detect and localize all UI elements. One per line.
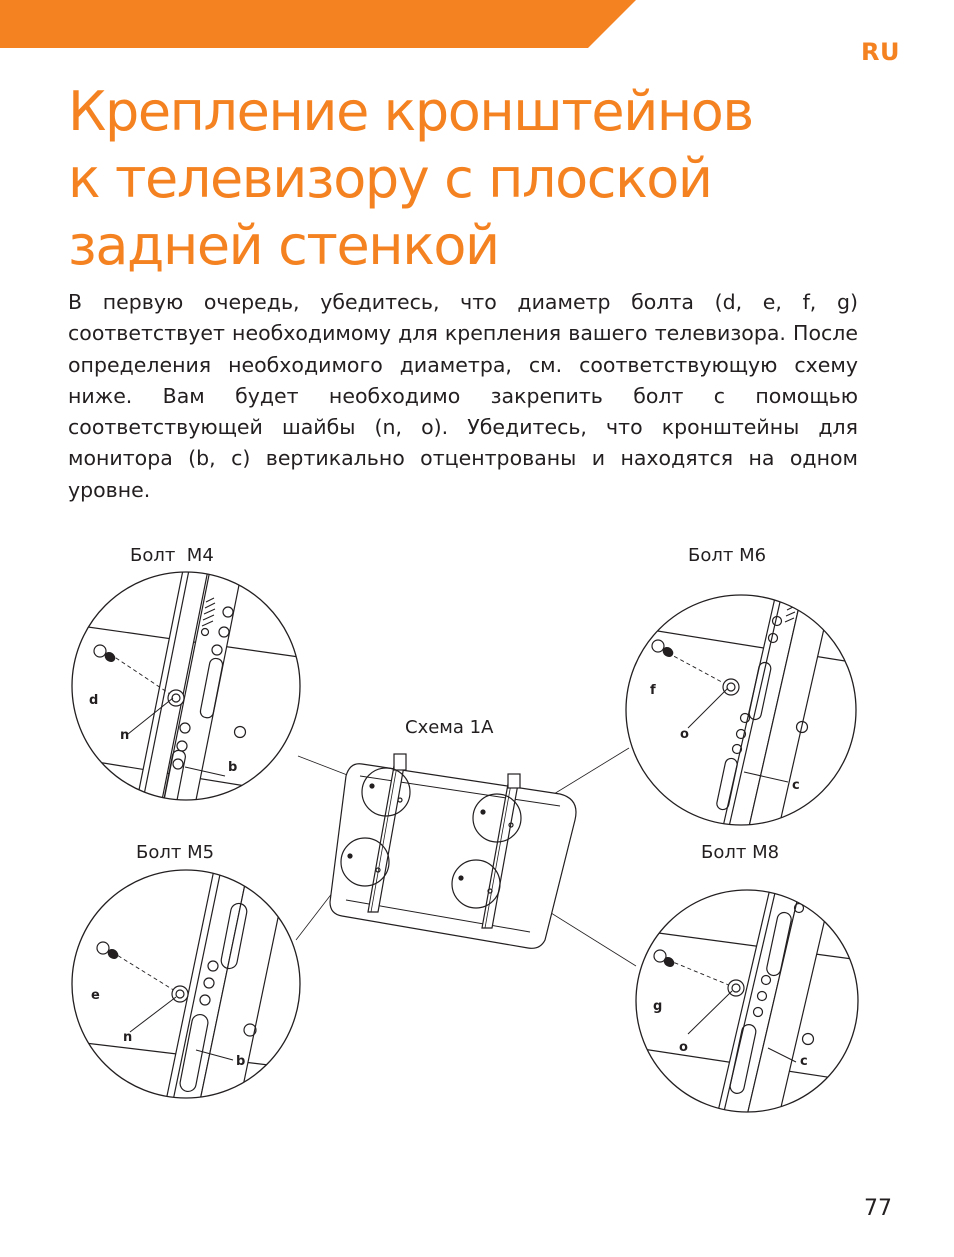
bracket-label-c: c: [792, 778, 800, 793]
tv-back-illustration: [330, 754, 576, 948]
language-code: RU: [861, 38, 900, 66]
instruction-paragraph: В первую очередь, убедитесь, что диаметр болта (d, e, f, g) соответствует необходимому для крепления вашего телевизора. После определения необходимого диаметра, см. соответствующую схему ниже. Вам будет необходимо закрепить болт с помощью соответствующей шайбы (n, o). Убедитесь, что кронштейны для монитора (b, c) вертикально отцентрованы и находятся на одном уровне.: [68, 290, 858, 502]
bolt-label-f: f: [650, 683, 656, 698]
mounting-diagram: [0, 520, 954, 1160]
detail-circle-m6: [620, 580, 870, 840]
washer-label-n: n: [120, 728, 130, 743]
bracket-label-b: b: [228, 760, 238, 775]
detail-caption-m4: Болт M4: [130, 545, 214, 566]
washer-label-o: o: [679, 1040, 688, 1055]
page-number: 77: [864, 1196, 892, 1221]
detail-circle-m5: [60, 860, 310, 1120]
center-caption: Схема 1A: [405, 717, 494, 738]
bolt-label-d: d: [89, 693, 99, 708]
washer-label-o: o: [680, 727, 689, 742]
title-line: задней стенкой: [68, 214, 499, 277]
page-title: [68, 78, 888, 279]
title-line: к телевизору с плоской: [68, 147, 712, 210]
detail-caption-m6: Болт M6: [688, 545, 767, 566]
bolt-label-e: e: [91, 988, 100, 1003]
detail-caption-m8: Болт M8: [701, 842, 780, 863]
title-line: Крепление кронштейнов: [68, 80, 753, 143]
washer-label-n: n: [123, 1030, 133, 1045]
detail-circle-m4: [60, 550, 320, 820]
bracket-label-b: b: [236, 1054, 246, 1069]
bracket-label-c: c: [800, 1054, 808, 1069]
detail-circle-m8: [636, 880, 860, 1120]
header-orange-band: [0, 0, 954, 48]
bolt-label-g: g: [653, 999, 663, 1014]
detail-caption-m5: Болт M5: [136, 842, 215, 863]
